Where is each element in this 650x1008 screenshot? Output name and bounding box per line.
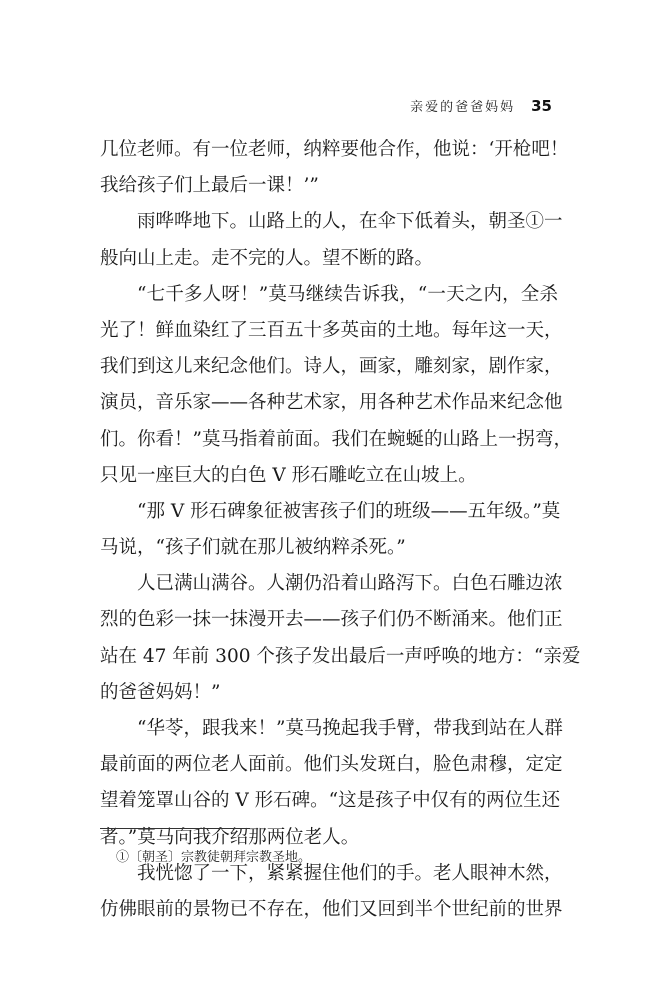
text-line: 最前面的两位老人面前。他们头发斑白，脸色肃穆，定定 bbox=[100, 754, 563, 776]
footnote-divider bbox=[100, 828, 250, 829]
text-line: 望着笼罩山谷的 V 形石碑。“这是孩子中仅有的两位生还 bbox=[100, 790, 561, 812]
text-line: 者。”莫马向我介绍那两位老人。 bbox=[100, 826, 360, 848]
text-line: “那 V 形石碑象征被害孩子们的班级——五年级。”莫 bbox=[137, 500, 561, 522]
text-line: 我恍惚了一下，紧紧握住他们的手。老人眼神木然， bbox=[137, 862, 563, 884]
footnote: ①〔朝圣〕宗教徒朝拜宗教圣地。 bbox=[116, 850, 312, 865]
text-line: 雨哗哗地下。山路上的人，在伞下低着头，朝圣①一 bbox=[137, 211, 563, 233]
text-line: 只见一座巨大的白色 V 形石雕屹立在山坡上。 bbox=[100, 464, 477, 486]
text-line: 般向山上走。走不完的人。望不断的路。 bbox=[100, 247, 434, 269]
running-header bbox=[410, 96, 552, 120]
text-line: “七千多人呀！”莫马继续告诉我，“一天之内，全杀 bbox=[137, 283, 558, 305]
text-line: 我们到这儿来纪念他们。诗人，画家，雕刻家，剧作家， bbox=[100, 356, 563, 378]
text-line: 我给孩子们上最后一课！’” bbox=[100, 175, 319, 197]
text-line: 演员，音乐家——各种艺术家，用各种艺术作品来纪念他 bbox=[100, 392, 563, 414]
text-line: 人已满山满谷。人潮仍沿着山路泻下。白色石雕边浓 bbox=[137, 573, 563, 595]
chapter-title: 亲爱的爸爸妈妈 bbox=[410, 100, 516, 115]
text-line: 的爸爸妈妈！” bbox=[100, 681, 221, 703]
text-line: 站在 47 年前 300 个孩子发出最后一声呼唤的地方：“亲爱 bbox=[100, 645, 581, 667]
text-line: 们。你看！”莫马指着前面。我们在蜿蜒的山路上一拐弯， bbox=[100, 428, 572, 450]
text-line: 烈的色彩一抹一抹漫开去——孩子们仍不断涌来。他们正 bbox=[100, 609, 563, 631]
page-number: 35 bbox=[531, 97, 552, 115]
text-line: “华苓，跟我来！”莫马挽起我手臂，带我到站在人群 bbox=[137, 718, 563, 739]
text-line: 几位老师。有一位老师，纳粹要他合作，他说：‘开枪吧！ bbox=[100, 139, 569, 160]
text-line: 光了！鲜血染红了三百五十多英亩的土地。每年这一天， bbox=[100, 319, 563, 341]
text-line: 仿佛眼前的景物已不存在，他们又回到半个世纪前的世界 bbox=[100, 898, 563, 920]
text-line: 马说，“孩子们就在那儿被纳粹杀死。” bbox=[100, 537, 406, 559]
body-text bbox=[100, 132, 581, 928]
